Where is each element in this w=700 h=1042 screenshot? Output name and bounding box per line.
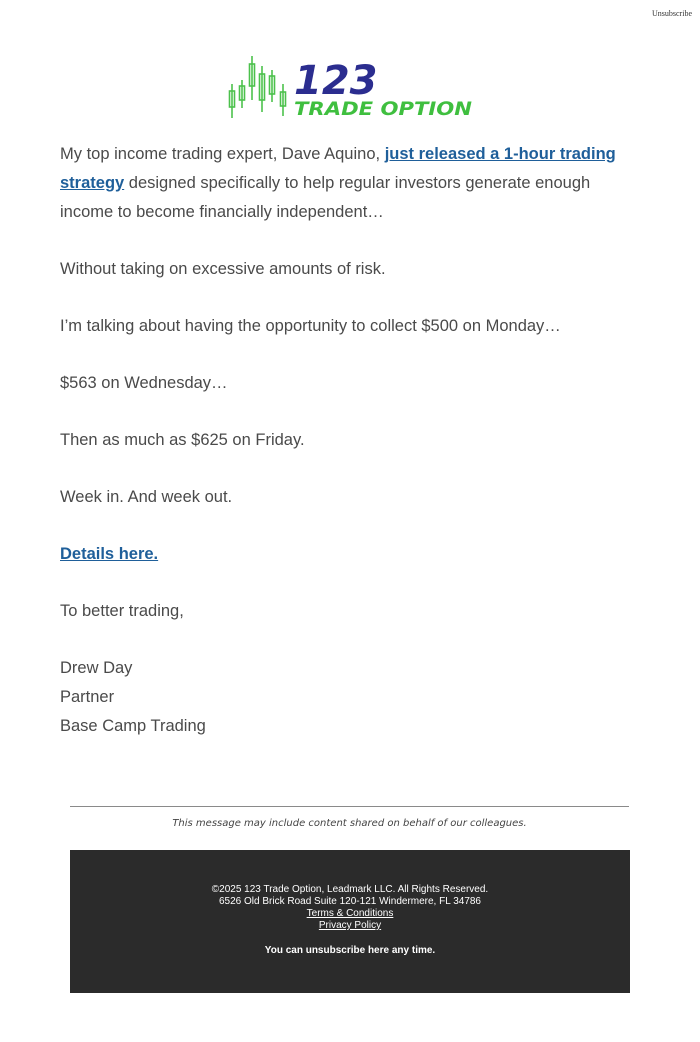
logo: [226, 54, 476, 122]
terms-link[interactable]: Terms & Conditions: [306, 908, 394, 919]
signature-name: Drew Day: [60, 659, 133, 677]
signature: [60, 654, 640, 741]
strategy-link[interactable]: just released a 1-hour trading strategy: [60, 145, 616, 192]
paragraph-monday: I’m talking about having the opportunity to collect $500 on Monday…: [60, 317, 561, 335]
paragraph-intro: My top income trading expert, Dave Aquino, just released a 1-hour trading strategy designed specifically to help regular investors generate enough income to become financially independent…: [60, 145, 616, 221]
disclaimer: This message may include content shared on behalf of our colleagues.: [172, 818, 527, 829]
candlestick-icon: [230, 56, 286, 118]
email-body: [60, 140, 640, 741]
footer: [70, 850, 630, 993]
details-paragraph: [60, 540, 640, 569]
signature-company: Base Camp Trading: [60, 717, 206, 735]
logo-wordmark: TRADE OPTION: [294, 98, 473, 120]
details-link[interactable]: Details here.: [60, 545, 159, 563]
footer-copyright: ©2025 123 Trade Option, Leadmark LLC. All Rights Reserved.: [211, 884, 489, 895]
paragraph-wednesday: $563 on Wednesday…: [60, 374, 228, 392]
paragraph-friday: Then as much as $625 on Friday.: [60, 431, 305, 449]
closing-line: To better trading,: [60, 602, 184, 620]
footer-unsubscribe[interactable]: You can unsubscribe here any time.: [264, 945, 436, 956]
divider: [70, 806, 629, 807]
signature-title: Partner: [60, 688, 115, 706]
unsubscribe-link[interactable]: Unsubscribe: [652, 9, 692, 18]
logo-number: 123: [294, 58, 378, 104]
paragraph-risk: Without taking on excessive amounts of risk.: [60, 260, 386, 278]
footer-address: 6526 Old Brick Road Suite 120-121 Windermere, FL 34786: [219, 896, 481, 907]
paragraph-week: Week in. And week out.: [60, 488, 233, 506]
privacy-link[interactable]: Privacy Policy: [318, 920, 382, 931]
